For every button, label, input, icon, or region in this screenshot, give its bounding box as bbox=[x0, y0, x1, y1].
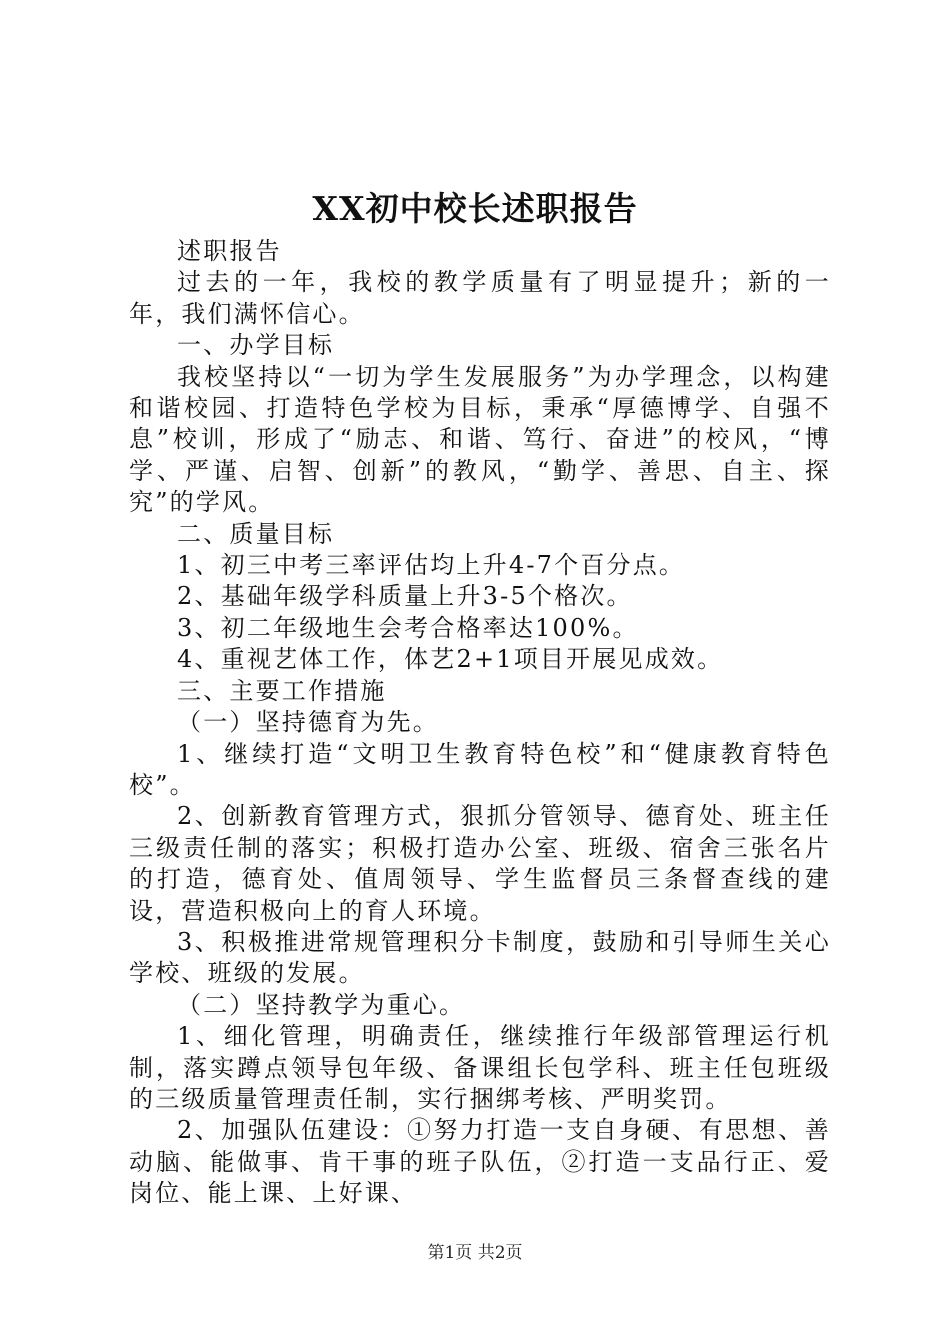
list-item: 4、重视艺体工作，体艺2+1项目开展见成效。 bbox=[177, 645, 724, 674]
subsection-heading: （一）坚持德育为先。 bbox=[177, 708, 439, 737]
list-item: 1、继续打造“文明卫生教育特色校”和“健康教育特色校”。 bbox=[129, 739, 831, 799]
list-item: 2、基础年级学科质量上升3-5个格次。 bbox=[177, 582, 633, 611]
paragraph: 述职报告 bbox=[177, 237, 282, 265]
list-item: 3、积极推进常规管理积分卡制度，鼓励和引导师生关心学校、班级的发展。 bbox=[129, 927, 831, 988]
paragraph: 过去的一年，我校的教学质量有了明显提升；新的一年，我们满怀信心。 bbox=[129, 268, 831, 328]
list-item: 2、创新教育管理方式，狠抓分管领导、德育处、班主任三级责任制的落实；积极打造办公室、班级、宿舍三张名片的打造，德育处、值周领导、学生监督员三条督查线的建设，营造积极向上的育人环境。 bbox=[129, 802, 831, 925]
list-item: 3、初二年级地生会考合格率达100%。 bbox=[177, 613, 639, 642]
paragraph: 我校坚持以“一切为学生发展服务”为办学理念，以构建和谐校园、打造特色学校为目标，秉承“厚德博学、自强不息”校训，形成了“励志、和谐、笃行、奋进”的校风，“博学、严谨、启智、创新”的教风，“勤学、善思、自主、探究”的学风。 bbox=[129, 362, 831, 517]
document-title: XX初中校长述职报告 bbox=[312, 189, 638, 228]
section-heading: 二、质量目标 bbox=[177, 519, 335, 548]
list-item: 1、细化管理，明确责任，继续推行年级部管理运行机制，落实蹲点领导包年级、备课组长包学科、班主任包班级的三级质量管理责任制，实行捆绑考核、严明奖罚。 bbox=[129, 1022, 831, 1113]
section-heading: 一、办学目标 bbox=[177, 331, 335, 360]
document-body bbox=[129, 236, 831, 1210]
list-item: 1、初三中考三率评估均上升4-7个百分点。 bbox=[177, 551, 686, 580]
page-footer: 第1页 共2页 bbox=[427, 1243, 523, 1263]
section-heading: 三、主要工作措施 bbox=[177, 676, 387, 705]
list-item: 2、加强队伍建设：①努力打造一支自身硬、有思想、善动脑、能做事、肯干事的班子队伍，②打造一支品行正、爱岗位、能上课、上好课、 bbox=[129, 1116, 831, 1208]
subsection-heading: （二）坚持教学为重心。 bbox=[177, 990, 466, 1019]
